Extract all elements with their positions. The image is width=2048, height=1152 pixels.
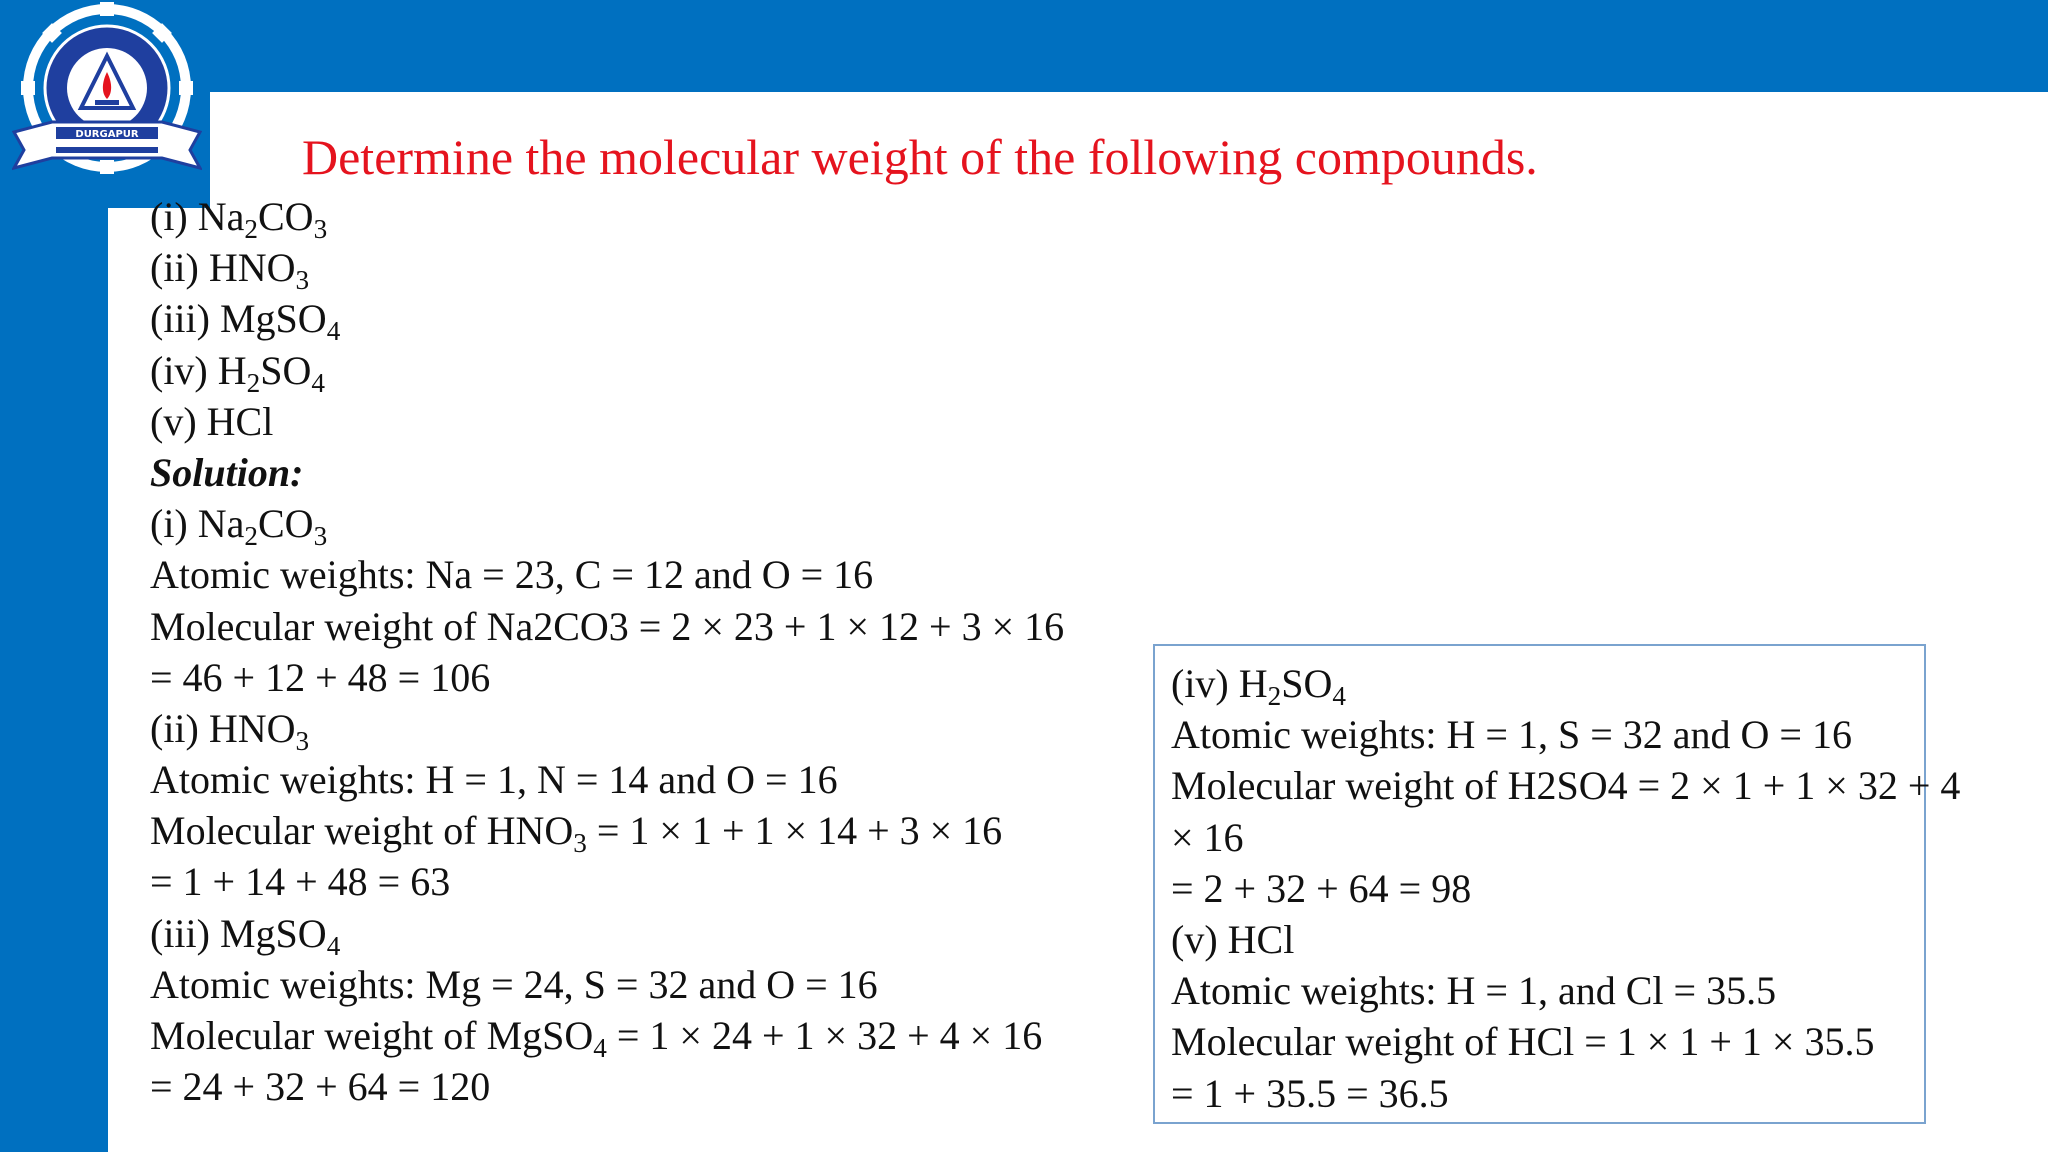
right-column <box>1171 658 1960 1119</box>
sol-hcl-atomic: Atomic weights: H = 1, and Cl = 35.5 <box>1171 968 1777 1014</box>
question-5: (v) HCl <box>150 398 274 444</box>
question-4: (iv) $H_2SO_4$ <box>150 347 325 398</box>
slide-title: Determine the molecular weight of the following compounds. <box>302 129 1538 185</box>
sol-hno3-mw: Molecular weight of $HNO_3 = 1 \times 1 + 1 \times 14 + 3 \times 16$ <box>150 808 1003 859</box>
sol-na2co3-heading: (i) $Na_2CO_3$ <box>150 501 328 552</box>
logo-panel <box>0 0 210 208</box>
sol-h2so4-atomic: Atomic weights: H = 1, S = 32 and O = 16 <box>1171 712 1852 758</box>
top-header-bar <box>0 0 2048 92</box>
sol-hcl-heading: (v) HCl <box>1171 916 1295 962</box>
sol-mgso4-heading: (iii) MgSO$_4$ <box>150 910 341 961</box>
solution-right-box <box>1153 644 1961 1124</box>
sol-h2so4-result: = 2 + 32 + 64 = 98 <box>1171 865 1472 911</box>
institute-logo <box>12 0 202 200</box>
sol-h2so4-heading: (iv) $H_2SO_4$ <box>1171 661 1346 712</box>
sol-mgso4-atomic: Atomic weights: Mg = 24, S = 32 and O = 16 <box>150 961 878 1007</box>
sol-hcl-mw: Molecular weight of HCl = 1 × 1 + 1 × 35.5 <box>1171 1019 1875 1065</box>
sol-hno3-atomic: Atomic weights: H = 1, N = 14 and O = 16 <box>150 757 838 803</box>
left-column <box>150 191 1064 1112</box>
sol-hno3-result: = 1 + 14 + 48 = 63 <box>150 859 451 905</box>
sol-na2co3-result: = 46 + 12 + 48 = 106 <box>150 654 491 700</box>
sol-hcl-result: = 1 + 35.5 = 36.5 <box>1171 1070 1449 1116</box>
svg-text:DURGAPUR: DURGAPUR <box>75 129 139 140</box>
sol-h2so4-mw: Molecular weight of H2SO4 = 2 × 1 + 1 × 32 + 4 <box>1171 763 1961 809</box>
sol-na2co3-mw: Molecular weight of Na2CO3 = 2 × 23 + 1 × 12 + 3 × 16 <box>150 603 1065 649</box>
sol-hno3-heading: (ii) $HNO_3$ <box>150 705 310 757</box>
solution-heading: Solution: <box>150 449 304 495</box>
sol-h2so4-mw-cont: × 16 <box>1171 814 1244 860</box>
sol-mgso4-mw: Molecular weight of MgSO$_4$ = 1 × 24 + 1 × 32 + 4 × 16 <box>150 1013 1043 1064</box>
question-3: (iii) MgSO$_4$ <box>150 296 341 347</box>
sol-na2co3-atomic: Atomic weights: Na = 23, C = 12 and O = 16 <box>150 552 874 598</box>
question-1: (i) $Na_2CO_3$ <box>150 194 328 245</box>
sol-mgso4-result: = 24 + 32 + 64 = 120 <box>150 1064 491 1110</box>
question-2: (ii) $HNO_3$ <box>150 245 310 296</box>
